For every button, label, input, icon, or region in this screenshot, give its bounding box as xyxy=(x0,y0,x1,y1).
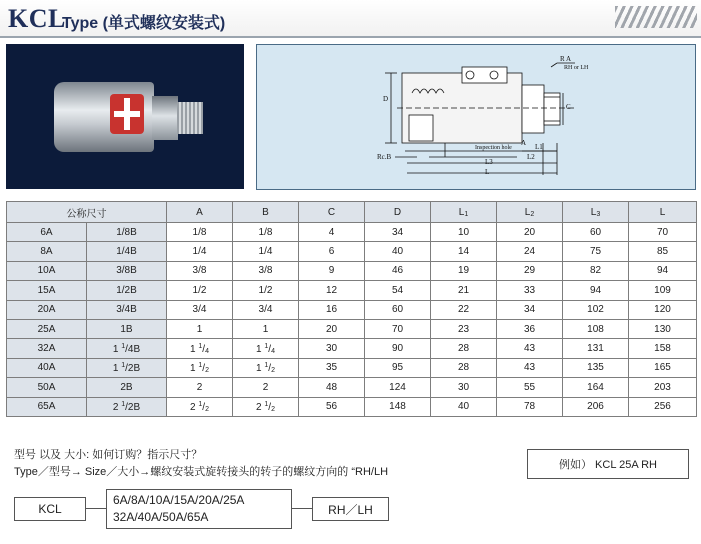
cell-d: 124 xyxy=(365,378,431,397)
header-a: A xyxy=(167,202,233,223)
sizes-line-2: 32A/40A/50A/65A xyxy=(113,510,209,524)
header-b: B xyxy=(233,202,299,223)
order-label: 型号 以及 大小: 如何订购？指示尺寸？ xyxy=(14,449,203,461)
label-rh-lh: RH or LH xyxy=(564,65,589,71)
cell-c: 20 xyxy=(299,319,365,338)
cell-a: 3/4 xyxy=(167,300,233,319)
cell-l3: 94 xyxy=(563,281,629,300)
cell-d: 70 xyxy=(365,319,431,338)
table-row xyxy=(7,358,697,377)
cell-size: 15A xyxy=(7,281,87,300)
cell-l3: 75 xyxy=(563,242,629,261)
cell-size: 20A xyxy=(7,300,87,319)
cell-l3: 131 xyxy=(563,339,629,358)
header-nominal: 公称尺寸 xyxy=(7,202,167,223)
cell-a: 3/8 xyxy=(167,261,233,280)
cell-l: 109 xyxy=(629,281,697,300)
cell-l1: 40 xyxy=(431,397,497,416)
cell-l2: 43 xyxy=(497,339,563,358)
cell-b: 3/8 xyxy=(233,261,299,280)
cell-l: 130 xyxy=(629,319,697,338)
cell-l2: 29 xyxy=(497,261,563,280)
cell-l2: 43 xyxy=(497,358,563,377)
cross-logo-icon xyxy=(110,94,144,134)
cell-l2: 55 xyxy=(497,378,563,397)
cell-l3: 60 xyxy=(563,223,629,242)
cell-c: 35 xyxy=(299,358,365,377)
cell-d: 90 xyxy=(365,339,431,358)
cell-a: 1/2 xyxy=(167,281,233,300)
cell-d: 54 xyxy=(365,281,431,300)
dimension-diagram xyxy=(256,44,696,190)
cell-size: 10A xyxy=(7,261,87,280)
table-row xyxy=(7,319,697,338)
cell-d: 46 xyxy=(365,261,431,280)
cell-b: 1 xyxy=(233,319,299,338)
cell-b: 2 xyxy=(233,378,299,397)
cell-inch: 1B xyxy=(87,319,167,338)
cell-a: 2 xyxy=(167,378,233,397)
label-a: A xyxy=(521,139,527,147)
label-l: L xyxy=(485,168,490,176)
header-d: D xyxy=(365,202,431,223)
cell-inch: 3/8B xyxy=(87,261,167,280)
page-header xyxy=(0,0,701,38)
cell-l2: 78 xyxy=(497,397,563,416)
label-ra: R A xyxy=(560,55,572,63)
cell-l3: 102 xyxy=(563,300,629,319)
cell-d: 148 xyxy=(365,397,431,416)
connector-line xyxy=(85,508,106,509)
cell-b: 1/4 xyxy=(233,242,299,261)
cell-inch: 2B xyxy=(87,378,167,397)
cell-l: 70 xyxy=(629,223,697,242)
table-row xyxy=(7,261,697,280)
label-l1: L1 xyxy=(535,143,543,151)
cell-size: 25A xyxy=(7,319,87,338)
type-title: Type (单式螺纹安装式) xyxy=(62,15,226,32)
cell-c: 12 xyxy=(299,281,365,300)
header-l: L xyxy=(629,202,697,223)
cell-c: 56 xyxy=(299,397,365,416)
cell-l: 165 xyxy=(629,358,697,377)
cell-d: 40 xyxy=(365,242,431,261)
diagram-drawing xyxy=(257,45,695,189)
order-example-box: 例如） KCL 25A RH xyxy=(527,449,689,479)
cell-b: 1/2 xyxy=(233,281,299,300)
cell-a: 1 $^1/_2$ xyxy=(167,358,233,377)
cell-l3: 82 xyxy=(563,261,629,280)
cell-l2: 36 xyxy=(497,319,563,338)
joint-nut xyxy=(152,96,178,140)
cell-c: 48 xyxy=(299,378,365,397)
cell-l1: 21 xyxy=(431,281,497,300)
cell-l2: 24 xyxy=(497,242,563,261)
header-l2: $L_2$ xyxy=(497,202,563,223)
label-inspection-hole: Inspection hole xyxy=(475,145,512,151)
label-l3: L3 xyxy=(485,158,493,166)
table-row xyxy=(7,339,697,358)
cell-l: 85 xyxy=(629,242,697,261)
label-l2: L2 xyxy=(527,153,535,161)
table-row xyxy=(7,397,697,416)
cell-l: 203 xyxy=(629,378,697,397)
cell-a: 1/8 xyxy=(167,223,233,242)
cell-c: 30 xyxy=(299,339,365,358)
cell-size: 50A xyxy=(7,378,87,397)
cell-l: 256 xyxy=(629,397,697,416)
cell-c: 4 xyxy=(299,223,365,242)
cell-a: 1 xyxy=(167,319,233,338)
cell-l3: 206 xyxy=(563,397,629,416)
cell-l: 120 xyxy=(629,300,697,319)
cell-l2: 34 xyxy=(497,300,563,319)
cell-c: 16 xyxy=(299,300,365,319)
cell-b: 1/8 xyxy=(233,223,299,242)
brand-title: KCL xyxy=(8,4,66,33)
cell-c: 9 xyxy=(299,261,365,280)
cell-inch: 1 $^1$/4B xyxy=(87,339,167,358)
table-row xyxy=(7,300,697,319)
table-row xyxy=(7,378,697,397)
cell-inch: 3/4B xyxy=(87,300,167,319)
cell-inch: 1 $^1$/2B xyxy=(87,358,167,377)
cell-l1: 28 xyxy=(431,339,497,358)
header-c: C xyxy=(299,202,365,223)
cell-d: 34 xyxy=(365,223,431,242)
cell-size: 65A xyxy=(7,397,87,416)
cell-inch: 1/4B xyxy=(87,242,167,261)
cell-l1: 23 xyxy=(431,319,497,338)
cell-b: 1 $^1/_4$ xyxy=(233,339,299,358)
order-description: Type／型号→ Size／大小→螺纹安装式旋转接头的转子的螺纹方向的 “RH/LH xyxy=(14,466,389,478)
label-d: D xyxy=(383,95,389,103)
cell-l1: 28 xyxy=(431,358,497,377)
cell-l1: 14 xyxy=(431,242,497,261)
cell-size: 40A xyxy=(7,358,87,377)
header-l1: $L_1$ xyxy=(431,202,497,223)
connector-line xyxy=(291,508,312,509)
rh-lh-box: RH／LH xyxy=(312,497,389,521)
cell-d: 60 xyxy=(365,300,431,319)
cell-l1: 22 xyxy=(431,300,497,319)
cell-size: 8A xyxy=(7,242,87,261)
table-row xyxy=(7,242,697,261)
cell-d: 95 xyxy=(365,358,431,377)
spec-table xyxy=(6,201,697,417)
cell-l1: 30 xyxy=(431,378,497,397)
cell-l1: 10 xyxy=(431,223,497,242)
sizes-line-1: 6A/8A/10A/15A/20A/25A xyxy=(113,493,245,507)
cell-l2: 20 xyxy=(497,223,563,242)
table-row xyxy=(7,281,697,300)
cell-l3: 108 xyxy=(563,319,629,338)
header-l3: $L_3$ xyxy=(563,202,629,223)
cell-inch: 1/8B xyxy=(87,223,167,242)
table-row xyxy=(7,223,697,242)
cell-l1: 19 xyxy=(431,261,497,280)
cell-b: 3/4 xyxy=(233,300,299,319)
cell-a: 2 $^1/_2$ xyxy=(167,397,233,416)
joint-thread xyxy=(177,102,203,134)
cell-inch: 2 $^1$/2B xyxy=(87,397,167,416)
cell-a: 1 $^1/_4$ xyxy=(167,339,233,358)
cell-l: 94 xyxy=(629,261,697,280)
cell-l: 158 xyxy=(629,339,697,358)
table-header-row xyxy=(7,202,697,223)
decorative-stripes-icon xyxy=(615,6,697,28)
cell-c: 6 xyxy=(299,242,365,261)
product-photo xyxy=(6,44,244,189)
cell-l3: 135 xyxy=(563,358,629,377)
kcl-type-box: KCL xyxy=(14,497,86,521)
cell-b: 1 $^1/_2$ xyxy=(233,358,299,377)
label-c: C xyxy=(566,103,571,111)
cell-l3: 164 xyxy=(563,378,629,397)
label-rcb: Rc.B xyxy=(377,153,392,161)
cell-b: 2 $^1/_2$ xyxy=(233,397,299,416)
size-options-box xyxy=(106,489,292,529)
cell-size: 6A xyxy=(7,223,87,242)
cell-a: 1/4 xyxy=(167,242,233,261)
cell-size: 32A xyxy=(7,339,87,358)
cell-inch: 1/2B xyxy=(87,281,167,300)
cell-l2: 33 xyxy=(497,281,563,300)
